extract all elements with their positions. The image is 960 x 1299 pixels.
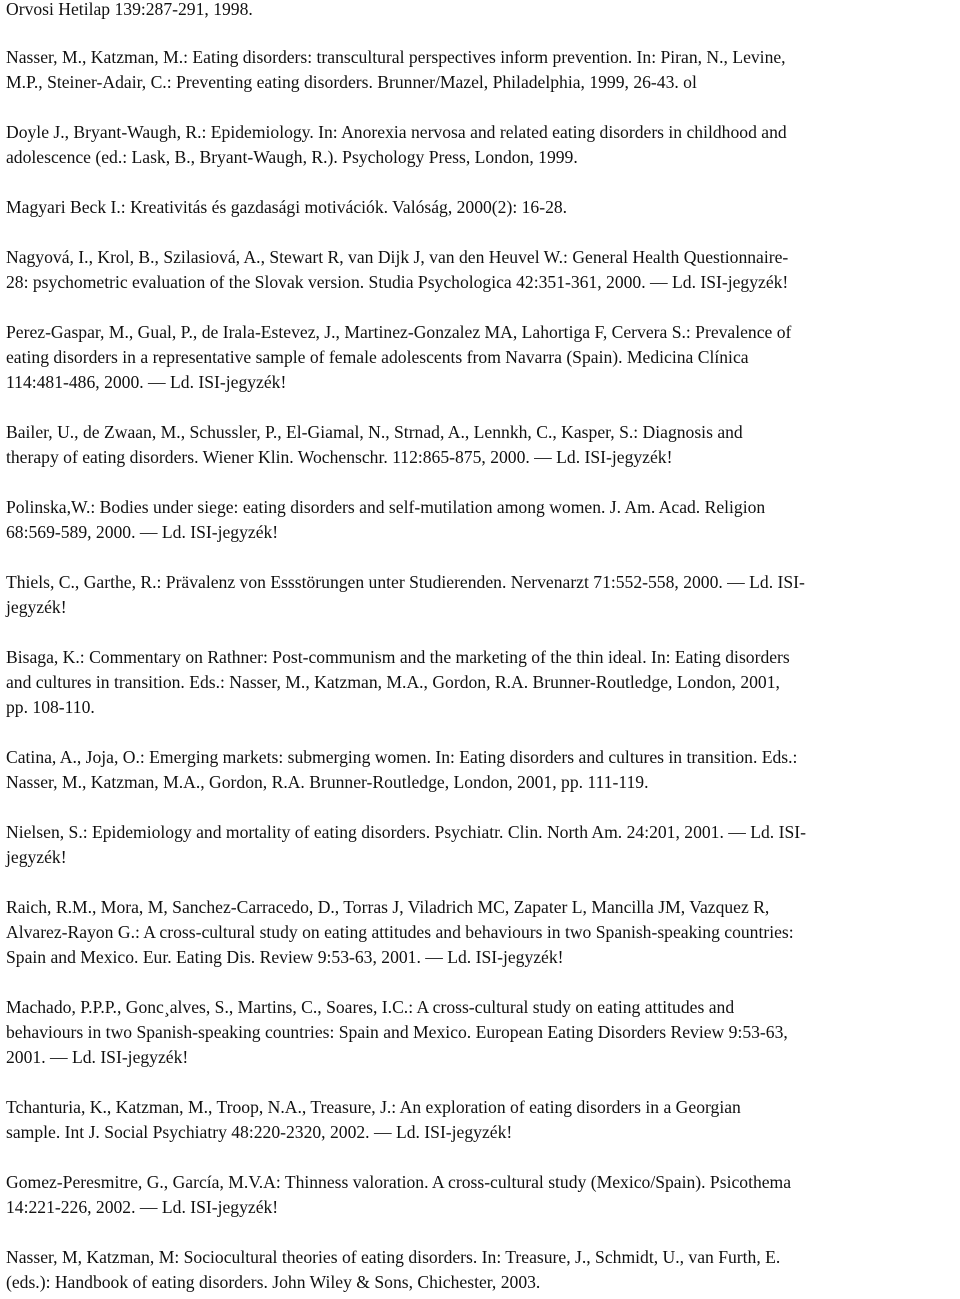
reference-entry: Raich, R.M., Mora, M, Sanchez-Carracedo, D., Torras J, Viladrich MC, Zapater L, Mancilla JM, Vazquez R, Alvarez-Rayon G.: A cross-cultural study on eating attitudes and behaviours in two Spanish-speaking countries: Spain and Mexico. Eur. Eating Dis. Review 9:53-63, 2001. — Ld. ISI-jegyzék! [6,897,794,967]
reference-entry: Catina, A., Joja, O.: Emerging markets: submerging women. In: Eating disorders and cultures in transition. Eds.: Nasser, M., Katzman, M.A., Gordon, R.A. Brunner-Routledge, London, 2001, pp. 111-119. [6,747,798,792]
reference-entry: Polinska,W.: Bodies under siege: eating disorders and self-mutilation among women. J. Am. Acad. Religion 68:569-589, 2000. — Ld. ISI-jegyzék! [6,497,766,542]
reference-entry: Tchanturia, K., Katzman, M., Troop, N.A., Treasure, J.: An exploration of eating disorders in a Georgian sample. Int J. Social Psychiatry 48:220-2320, 2002. — Ld. ISI-jegyzék! [6,1097,741,1142]
reference-entry: Perez-Gaspar, M., Gual, P., de Irala-Estevez, J., Martinez-Gonzalez MA, Lahortiga F, Cervera S.: Prevalence of eating disorders in a representative sample of female adolescents from Navarra (Spain). Medicina Clínica 114:481-486, 2000. — Ld. ISI-jegyzék! [6,322,792,392]
reference-entry: Nasser, M., Katzman, M.: Eating disorders: transcultural perspectives inform prevention. In: Piran, N., Levine, M.P., Steiner-Adair, C.: Preventing eating disorders. Brunner/Mazel, Philadelphia, 1999, 26-43. ol [6,47,786,92]
reference-entry: Nasser, M, Katzman, M: Sociocultural theories of eating disorders. In: Treasure, J., Schmidt, U., van Furth, E. (eds.): Handbook of eating disorders. John Wiley & Sons, Chichester, 2003. [6,1247,781,1292]
reference-entry: Doyle J., Bryant-Waugh, R.: Epidemiology. In: Anorexia nervosa and related eating disorders in childhood and adolescence (ed.: Lask, B., Bryant-Waugh, R.). Psychology Press, London, 1999. [6,122,787,167]
reference-entry: Thiels, C., Garthe, R.: Prävalenz von Essstörungen unter Studierenden. Nervenarzt 71:552-558, 2000. — Ld. ISI- jegyzék! [6,572,805,617]
reference-entry: Magyari Beck I.: Kreativitás és gazdasági motivációk. Valóság, 2000(2): 16-28. [6,197,568,217]
reference-entry: Nagyová, I., Krol, B., Szilasiová, A., Stewart R, van Dijk J, van den Heuvel W.: General Health Questionnaire- 28: psychometric evaluation of the Slovak version. Studia Psychologica 42:351-361, 2000. — Ld. ISI-jegyzék! [6,247,789,292]
reference-entry: Orvosi Hetilap 139:287-291, 1998. [6,0,253,19]
reference-entry: Gomez-Peresmitre, G., García, M.V.A: Thinness valoration. A cross-cultural study (Mexico/Spain). Psicothema 14:221-226, 2002. — Ld. ISI-jegyzék! [6,1172,792,1217]
reference-entry: Bisaga, K.: Commentary on Rathner: Post-communism and the marketing of the thin ideal. In: Eating disorders and cultures in transition. Eds.: Nasser, M., Katzman, M.A., Gordon, R.A. Brunner-Routledge, London, 2001, pp. 108-110. [6,647,790,717]
reference-entry: Machado, P.P.P., Gonc¸alves, S., Martins, C., Soares, I.C.: A cross-cultural study on eating attitudes and behaviours in two Spanish-speaking countries: Spain and Mexico. European Eating Disorders Review 9:53-63, 2001. — Ld. ISI-jegyzék! [6,997,788,1067]
reference-entry: Bailer, U., de Zwaan, M., Schussler, P., El-Giamal, N., Strnad, A., Lennkh, C., Kasper, S.: Diagnosis and therapy of eating disorders. Wiener Klin. Wochenschr. 112:865-875, 2000. — Ld. ISI-jegyzék! [6,422,743,467]
reference-entry: Nielsen, S.: Epidemiology and mortality of eating disorders. Psychiatr. Clin. North Am. 24:201, 2001. — Ld. ISI- jegyzék! [6,822,806,867]
